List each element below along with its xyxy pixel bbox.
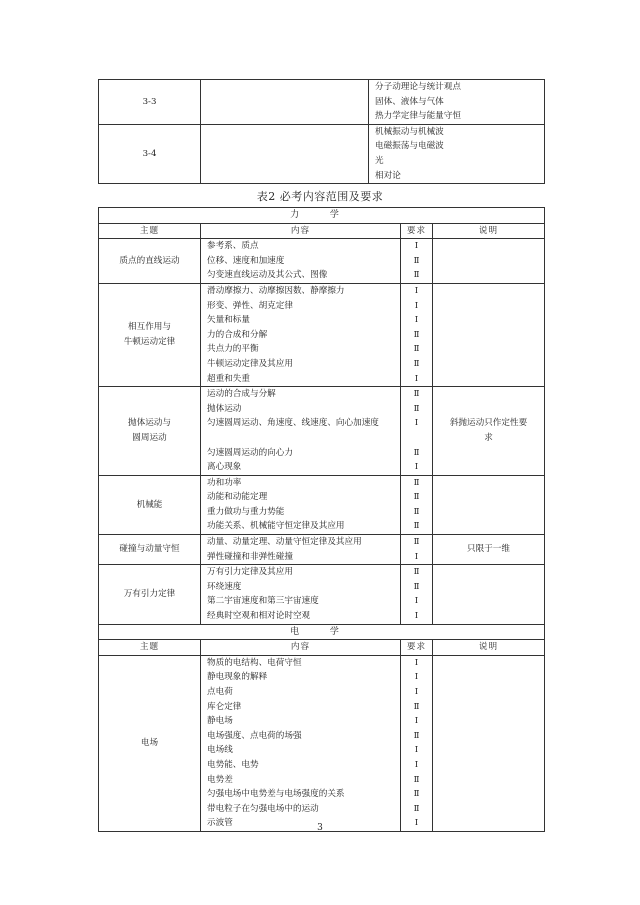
requirement-level: Ⅰ	[414, 285, 419, 296]
requirement-level: Ⅱ	[413, 803, 420, 814]
content-item: 位移、速度和加速度	[207, 255, 285, 266]
topic-cell	[99, 239, 201, 284]
content-item: 牛顿运动定律及其应用	[207, 358, 293, 369]
requirement-level: Ⅰ	[414, 818, 419, 829]
content-item: 环绕速度	[207, 581, 242, 592]
empty-cell	[201, 124, 369, 183]
content-item: 第二宇宙速度和第三宇宙速度	[207, 596, 319, 607]
requirement-level: Ⅰ	[414, 672, 419, 683]
requirement-level: Ⅰ	[414, 241, 419, 252]
requirement-level: Ⅰ	[414, 596, 419, 607]
module-item: 相对论	[375, 170, 401, 181]
content-item: 静电现象的解释	[207, 672, 268, 683]
topic-label: 机械能	[136, 499, 163, 510]
module-label: 3-4	[99, 124, 201, 183]
column-header-note: 说明	[433, 640, 545, 656]
table-row	[99, 535, 545, 565]
requirement-level: Ⅱ	[413, 389, 420, 400]
topic-label: 相互作用与	[128, 322, 171, 333]
content-item: 力的合成和分解	[207, 329, 268, 340]
table-row	[99, 239, 545, 284]
requirement-level: Ⅰ	[414, 315, 419, 326]
content-item: 静电场	[207, 716, 233, 727]
requirement-level: Ⅰ	[414, 373, 419, 384]
column-header-content: 内容	[201, 640, 401, 656]
module-item: 分子动理论与统计观点	[375, 82, 461, 92]
topic-cell	[99, 655, 201, 831]
table-row	[99, 475, 545, 534]
topic-cell	[99, 565, 201, 624]
requirement-level: Ⅱ	[413, 774, 420, 785]
table-row	[99, 124, 545, 183]
table-row	[99, 80, 545, 125]
content-item: 共点力的平衡	[207, 344, 259, 355]
requirement-level: Ⅰ	[414, 759, 419, 770]
content-item: 电势差	[207, 774, 233, 785]
requirement-level: Ⅱ	[413, 477, 420, 488]
requirement-level: Ⅱ	[413, 344, 420, 355]
content-item: 矢量和标量	[207, 315, 250, 326]
column-header-note: 说明	[433, 223, 545, 239]
topic-label: 质点的直线运动	[119, 255, 180, 266]
topic-label: 碰撞与动量守恒	[119, 544, 180, 555]
note-cell	[433, 475, 545, 534]
content-item: 动能和动能定理	[207, 492, 268, 503]
requirement-level: Ⅰ	[414, 611, 419, 622]
requirement-level: Ⅰ	[414, 300, 419, 311]
table-row	[99, 655, 545, 831]
requirement-cell	[401, 475, 433, 534]
table-caption: 表2 必考内容范围及要求	[256, 190, 384, 203]
content-item: 形变、弹性、胡克定律	[207, 300, 293, 311]
section-title-row	[99, 624, 545, 640]
content-item: 离心现象	[207, 462, 242, 473]
column-header-topic: 主题	[99, 640, 201, 656]
requirement-cell	[401, 655, 433, 831]
requirement-level: Ⅰ	[414, 745, 419, 756]
topic-label: 万有引力定律	[123, 589, 176, 600]
content-item: 功能关系、机械能守恒定律及其应用	[207, 521, 345, 532]
section-title: 电 学	[99, 624, 545, 640]
content-item: 匀变速直线运动及其公式、图像	[207, 270, 328, 281]
section-title-row	[99, 208, 545, 224]
requirement-level: Ⅱ	[413, 255, 420, 266]
content-item: 电场线	[207, 745, 233, 756]
content-item: 匀速圆周运动的向心力	[207, 447, 293, 458]
content-cell	[201, 565, 401, 624]
header-row	[99, 223, 545, 239]
requirement-level: Ⅱ	[413, 701, 420, 712]
topic-cell	[99, 535, 201, 565]
content-cell	[201, 475, 401, 534]
content-item: 超重和失重	[207, 373, 250, 384]
requirement-level: Ⅰ	[414, 462, 419, 473]
requirement-level: Ⅰ	[414, 657, 419, 668]
requirement-level: Ⅱ	[413, 581, 420, 592]
table-row	[99, 283, 545, 386]
content-item: 抛体运动	[207, 403, 242, 414]
requirement-cell	[401, 283, 433, 386]
note-cell	[433, 655, 545, 831]
requirement-level: Ⅱ	[413, 492, 420, 503]
requirement-level: Ⅱ	[413, 358, 420, 369]
module-item: 光	[375, 155, 384, 166]
note-cell	[433, 565, 545, 624]
content-item: 匀速圆周运动、角速度、线速度、向心加速度	[207, 418, 379, 429]
content-item: 参考系、质点	[207, 241, 259, 252]
column-header-topic: 主题	[99, 223, 201, 239]
requirement-level: Ⅱ	[413, 329, 420, 340]
content-item: 功和功率	[207, 477, 242, 488]
note-cell: 斜抛运动只作定性要求	[433, 387, 545, 476]
requirement-level: Ⅱ	[413, 506, 420, 517]
table-row	[99, 565, 545, 624]
content-item: 电势能、电势	[207, 759, 259, 770]
requirement-cell	[401, 387, 433, 476]
empty-cell	[201, 80, 369, 125]
column-header-content: 内容	[201, 223, 401, 239]
requirement-level: Ⅱ	[413, 789, 420, 800]
topic-cell	[99, 283, 201, 386]
module-item: 机械振动与机械波	[375, 126, 444, 137]
content-item: 重力做功与重力势能	[207, 506, 285, 517]
module-items	[369, 80, 545, 125]
note-cell: 只限于一维	[433, 535, 545, 565]
content-cell	[201, 387, 401, 476]
topic-cell	[99, 475, 201, 534]
content-cell	[201, 239, 401, 284]
page-number: 3	[317, 823, 323, 833]
content-item: 滑动摩擦力、动摩擦因数、静摩擦力	[207, 285, 345, 296]
content-item: 万有引力定律及其应用	[207, 567, 293, 578]
note-cell	[433, 283, 545, 386]
content-item: 物质的电结构、电荷守恒	[207, 657, 302, 668]
topic-cell	[99, 387, 201, 476]
requirement-level: Ⅱ	[413, 567, 420, 578]
content-item: 点电荷	[207, 687, 233, 697]
column-header-req: 要求	[401, 640, 433, 656]
requirement-cell	[401, 239, 433, 284]
requirement-level: Ⅱ	[413, 403, 420, 414]
module-item: 电磁振荡与电磁波	[375, 141, 444, 152]
requirement-cell	[401, 535, 433, 565]
module-label: 3-3	[99, 80, 201, 125]
header-row	[99, 640, 545, 656]
content-cell	[201, 535, 401, 565]
content-cell	[201, 283, 401, 386]
table-row	[99, 387, 545, 476]
content-item: 带电粒子在匀强电场中的运动	[207, 803, 319, 814]
required-content-table	[98, 207, 545, 832]
content-item: 库仑定律	[207, 701, 242, 712]
column-header-req: 要求	[401, 223, 433, 239]
content-item: 示波管	[207, 818, 233, 829]
requirement-level: Ⅱ	[413, 537, 420, 548]
requirement-level: Ⅱ	[413, 447, 420, 458]
module-item: 热力学定律与能量守恒	[375, 111, 461, 122]
requirement-level: Ⅰ	[414, 418, 419, 429]
module-item: 固体、液体与气体	[375, 96, 444, 107]
topic-label: 电场	[140, 738, 159, 749]
requirement-cell	[401, 565, 433, 624]
content-item: 弹性碰撞和非弹性碰撞	[207, 551, 293, 562]
module-items	[369, 124, 545, 183]
topic-label: 抛体运动与	[128, 418, 171, 429]
requirement-level: Ⅱ	[413, 521, 420, 532]
requirement-level: Ⅰ	[414, 716, 419, 727]
requirement-level: Ⅱ	[413, 270, 420, 281]
content-item: 匀强电场中电势差与电场强度的关系	[207, 789, 345, 800]
elective-modules-table	[98, 79, 545, 184]
content-item: 运动的合成与分解	[207, 389, 276, 400]
content-item: 动量、动量定理、动量守恒定律及其应用	[207, 537, 362, 548]
content-item: 电场强度、点电荷的场强	[207, 730, 302, 741]
content-cell	[201, 655, 401, 831]
requirement-level: Ⅰ	[414, 687, 419, 697]
topic-label: 牛顿运动定律	[123, 337, 176, 348]
note-cell	[433, 239, 545, 284]
content-item: 经典时空观和相对论时空观	[207, 611, 311, 622]
topic-label: 圆周运动	[132, 432, 167, 443]
section-title: 力 学	[99, 208, 545, 224]
requirement-level: Ⅰ	[414, 551, 419, 562]
requirement-level: Ⅱ	[413, 730, 420, 741]
